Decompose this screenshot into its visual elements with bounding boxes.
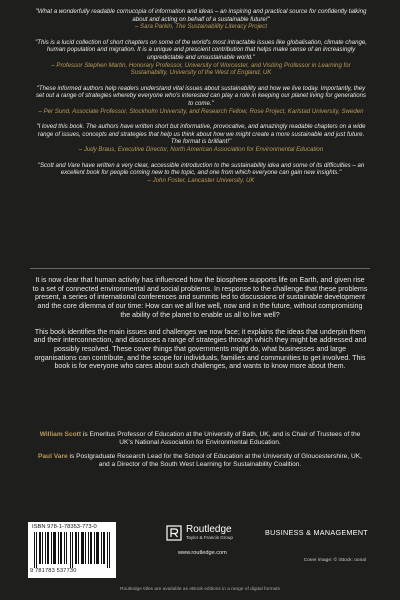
endorsement-quote [34, 123, 368, 153]
quote-text: "I loved this book. The authors have written short but informative, provocative, and amazingly readable chapters on a wide range of issues, concepts and strategies that help us think about how we might create a more sustainable and just future. The format is brilliant!" [36, 123, 366, 146]
author-bio-text: is Postgraduate Research Lead for the School of Education at the University of Gloucestershire, UK, and a Director of the South West Learning for Sustainability Coalition. [67, 453, 362, 469]
author-bio [32, 453, 368, 469]
quote-text: "What a wonderfully readable cornucopia of information and ideas – an inspiring and practical source for confidently talking about and acting on behalf of a sustainable future!" [35, 8, 367, 23]
quote-text: "These informed authors help readers understand vital issues about sustainability and how we live today. Importantly, they set out a range of strategies whereby everyone who's interested can play a role in keeping our planet living for generations to come." [35, 84, 367, 107]
description-paragraph: This book identifies the main issues and challenges we now face; it explains the ideas that underpin them and their interconnection, and discusses a range of strategies through which they might be addressed and possibly resolved. These cover things that governments might do, what businesses and large organisations can contribute, and the scope for individuals, families and communities to get involved. This book is for everyone who cares about such challenges, and wants to know more about them. [33, 327, 367, 371]
description-paragraph: It is now clear that human activity has influenced how the biosphere supports life on Earth, and given rise to a set of connected environmental and social problems. In response to the challenge that these problems present, a series of international conferences and summits led to discussions of sustainable development and the core dilemma of our time: How can we all live well, now and in the future, without compromising the ability of the planet to enable us all to live well? [32, 276, 368, 319]
barcode-number: 9 781783 537730 [30, 568, 77, 574]
publisher-name: Routledge [186, 524, 232, 535]
author-bio-text: is Emeritus Professor of Education at the University of Bath, UK, and is Chair of Trustees of the UK's National Association for Environmental Education. [81, 431, 361, 447]
publisher-website: www.routledge.com [178, 550, 227, 556]
quote-attribution: – John Foster, Lancaster University, UK [147, 176, 255, 184]
endorsement-quote [34, 8, 368, 31]
endorsement-quote [34, 162, 368, 185]
ebook-note: Routledge titles are available as eBook editions in a range of digital formats [120, 587, 280, 592]
author-name: William Scott [39, 431, 82, 438]
section-divider [30, 268, 370, 269]
subject-category: BUSINESS & MANAGEMENT [265, 528, 368, 537]
publisher-logo [166, 524, 233, 541]
cover-image-credit: Cover image: © iStock: oonal [303, 558, 366, 563]
endorsements [34, 8, 368, 192]
publisher-group: Taylor & Francis Group [186, 535, 233, 540]
isbn-label: ISBN 978-1-78353-773-0 [32, 524, 97, 530]
quote-attribution: – Per Sund, Associate Professor, Stockholm University, and Research Fellow, Rose Project, Karlstad University, Sweden [38, 107, 364, 115]
quote-text: "Scott and Vare have written a very clear, accessible introduction to the sustainability idea and some of its difficulties – an excellent book for people coming new to the topic, and one from which everyone can gain new insights." [37, 161, 365, 177]
endorsement-quote [34, 39, 368, 77]
book-description [32, 276, 368, 379]
endorsement-quote [34, 85, 368, 115]
isbn-barcode [28, 522, 116, 578]
routledge-logo-icon [166, 525, 182, 541]
author-name: Paul Vare [37, 453, 68, 461]
author-bios [32, 431, 368, 475]
quote-attribution: – Sara Parkin, The Sustainability Literacy Project [134, 23, 268, 31]
barcode-icon [32, 532, 112, 568]
author-bio [32, 431, 368, 447]
quote-attribution: – Judy Braus, Executive Director, North American Association for Environmental Education [78, 145, 324, 153]
quote-text: "This is a lucid collection of short chapters on some of the world's most intractable issues like globalisation, climate change, human population and migration. It is a unique and prescient contribution that helps make sense of an increasingly unpredictable and unsustainable world." [35, 38, 367, 61]
quote-attribution: – Professor Stephen Martin, Honorary Professor, University of Worcester, and Visiting Professor in Learning for Sustainability, University of the West of England, UK [51, 61, 351, 77]
back-cover-footer [28, 520, 372, 582]
